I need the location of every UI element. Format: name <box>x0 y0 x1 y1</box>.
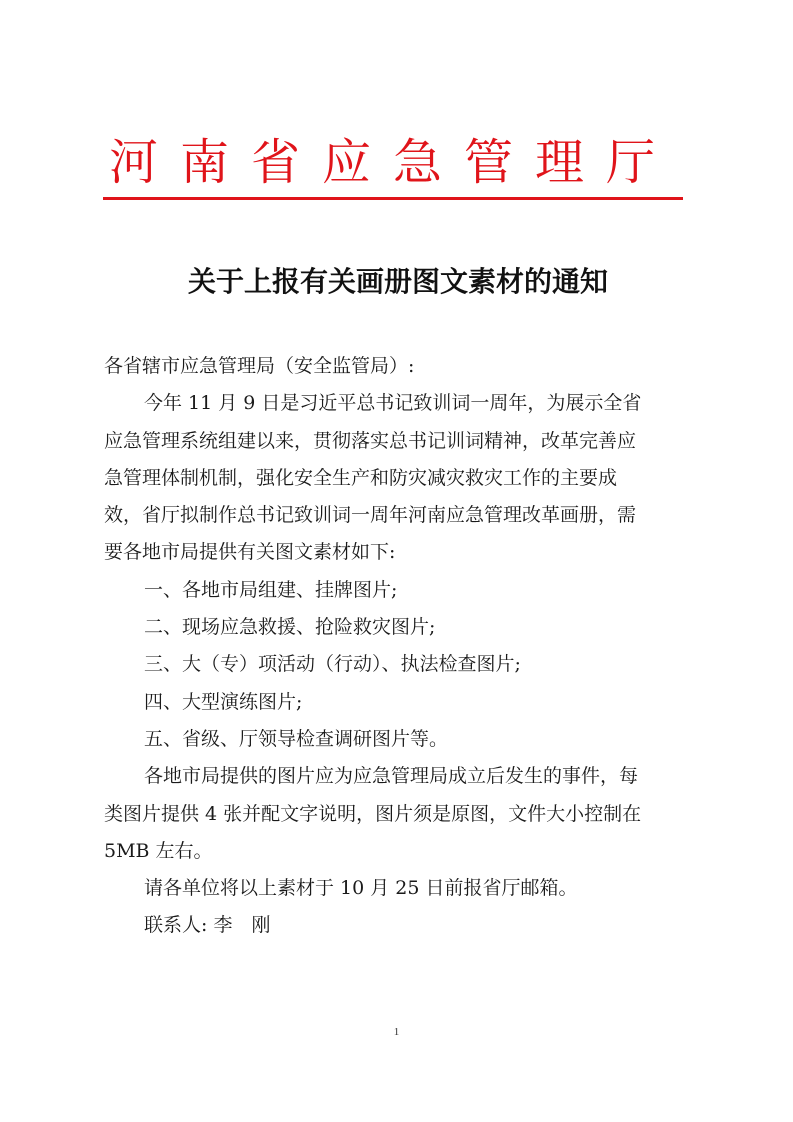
red-divider-line <box>103 197 683 200</box>
paragraph-line: 各地市局提供的图片应为应急管理局成立后发生的事件，每 <box>144 765 639 788</box>
page-number: 1 <box>393 1026 400 1038</box>
paragraph-line: 5MB 左右。 <box>104 839 213 862</box>
list-item: 四、大型演练图片; <box>144 690 303 713</box>
document-body <box>104 348 692 945</box>
paragraph-line: 应急管理系统组建以来，贯彻落实总书记训词精神，改革完善应 <box>104 429 637 452</box>
list-item: 二、现场应急救援、抢险救灾图片; <box>144 616 436 639</box>
list-item: 一、各地市局组建、挂牌图片; <box>144 578 398 601</box>
issuing-organization-header: 河南省应急管理厅 <box>108 134 677 191</box>
salutation: 各省辖市应急管理局（安全监管局）: <box>104 355 415 377</box>
contact-line: 联系人: 李 刚 <box>144 914 271 937</box>
document-title: 关于上报有关画册图文素材的通知 <box>187 265 608 298</box>
paragraph-line: 效，省厅拟制作总书记致训词一周年河南应急管理改革画册，需 <box>104 504 637 527</box>
paragraph-line: 急管理体制机制，强化安全生产和防灾减灾救灾工作的主要成 <box>104 466 618 489</box>
paragraph-line: 类图片提供 4 张并配文字说明，图片须是原图，文件大小控制在 <box>104 802 642 825</box>
paragraph-line: 今年 11 月 9 日是习近平总书记致训词一周年，为展示全省 <box>144 392 642 415</box>
paragraph-line: 请各单位将以上素材于 10 月 25 日前报省厅邮箱。 <box>144 877 578 900</box>
list-item: 三、大（专）项活动（行动）、执法检查图片; <box>144 653 521 676</box>
list-item: 五、省级、厅领导检查调研图片等。 <box>144 727 449 750</box>
paragraph-line: 要各地市局提供有关图文素材如下: <box>104 541 396 564</box>
